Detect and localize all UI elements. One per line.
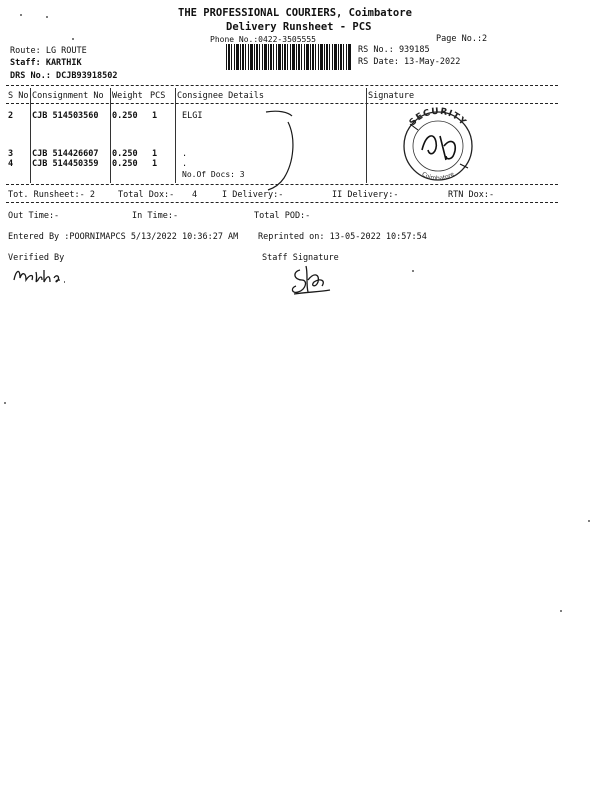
verifier-signature [10, 262, 70, 288]
drs-number: DRS No.: DCJB93918502 [10, 71, 118, 81]
col-weight: Weight [112, 91, 143, 101]
row-pcs: 1 [152, 159, 158, 169]
row-sno: 2 [8, 111, 14, 121]
total-dox-value: 4 [192, 190, 198, 200]
column-rule [110, 88, 111, 183]
scan-speck [588, 520, 590, 522]
col-consignment-no: Consignment No [32, 91, 104, 101]
row-weight: 0.250 [112, 149, 138, 159]
row-pcs: 1 [152, 111, 158, 121]
reprinted-on: Reprinted on: 13-05-2022 10:57:54 [258, 232, 427, 242]
pen-stroke [262, 108, 308, 192]
row-sno: 3 [8, 149, 14, 159]
row-weight: 0.250 [112, 159, 138, 169]
staff-signature-label: Staff Signature [262, 253, 339, 263]
column-rule [30, 88, 31, 183]
divider-header [6, 103, 558, 104]
rtn-dox: RTN Dox:- [448, 190, 495, 200]
row-sno: 4 [8, 159, 14, 169]
scan-speck [412, 270, 414, 272]
route-label: Route: LG ROUTE [10, 46, 87, 56]
security-stamp-icon [396, 106, 480, 184]
document-title: Delivery Runsheet - PCS [226, 21, 372, 33]
column-rule [175, 88, 176, 183]
tot-runsheet: Tot. Runsheet:- 2 [8, 190, 95, 200]
divider-summary [6, 184, 558, 185]
ii-delivery: II Delivery:- [332, 190, 399, 200]
row-consignment: CJB 514503560 [32, 111, 99, 121]
scan-speck [560, 610, 562, 612]
row-details: . [182, 159, 188, 169]
scan-speck [20, 14, 22, 16]
barcode [226, 44, 352, 70]
staff-label: Staff: KARTHIK [10, 58, 82, 68]
rs-number: RS No.: 939185 [358, 45, 430, 55]
divider-summary-bottom [6, 202, 558, 203]
divider-top [6, 85, 558, 86]
page-number: Page No.:2 [436, 34, 488, 44]
total-dox-label: Total Dox:- [118, 190, 175, 200]
row-pcs: 1 [152, 149, 158, 159]
scan-speck [4, 402, 6, 404]
col-signature: Signature [368, 91, 415, 101]
svg-text:SECURITY: SECURITY [407, 106, 469, 129]
staff-signature [286, 262, 336, 298]
company-name: THE PROFESSIONAL COURIERS, Coimbatore [178, 7, 412, 19]
verified-by-label: Verified By [8, 253, 65, 263]
in-time: In Time:- [132, 211, 179, 221]
row-details: . [182, 149, 188, 159]
column-rule [366, 88, 367, 183]
phone-number: Phone No.:0422-3505555 [210, 35, 316, 44]
row-details: ELGI [182, 111, 203, 121]
out-time: Out Time:- [8, 211, 60, 221]
scan-speck [46, 16, 48, 18]
row-consignment: CJB 514426607 [32, 149, 99, 159]
total-pod: Total POD:- [254, 211, 311, 221]
col-pcs: PCS [150, 91, 166, 101]
row-weight: 0.250 [112, 111, 138, 121]
row-consignment: CJB 514450359 [32, 159, 99, 169]
svg-text:Coimbatore: Coimbatore [420, 170, 456, 183]
col-sno: S No [8, 91, 29, 101]
i-delivery: I Delivery:- [222, 190, 284, 200]
col-consignee-details: Consignee Details [177, 91, 264, 101]
rs-date: RS Date: 13-May-2022 [358, 57, 461, 67]
no-of-docs: No.Of Docs: 3 [182, 170, 245, 179]
scan-speck [72, 38, 74, 40]
entered-by: Entered By :POORNIMAPCS 5/13/2022 10:36:27 AM [8, 232, 239, 242]
